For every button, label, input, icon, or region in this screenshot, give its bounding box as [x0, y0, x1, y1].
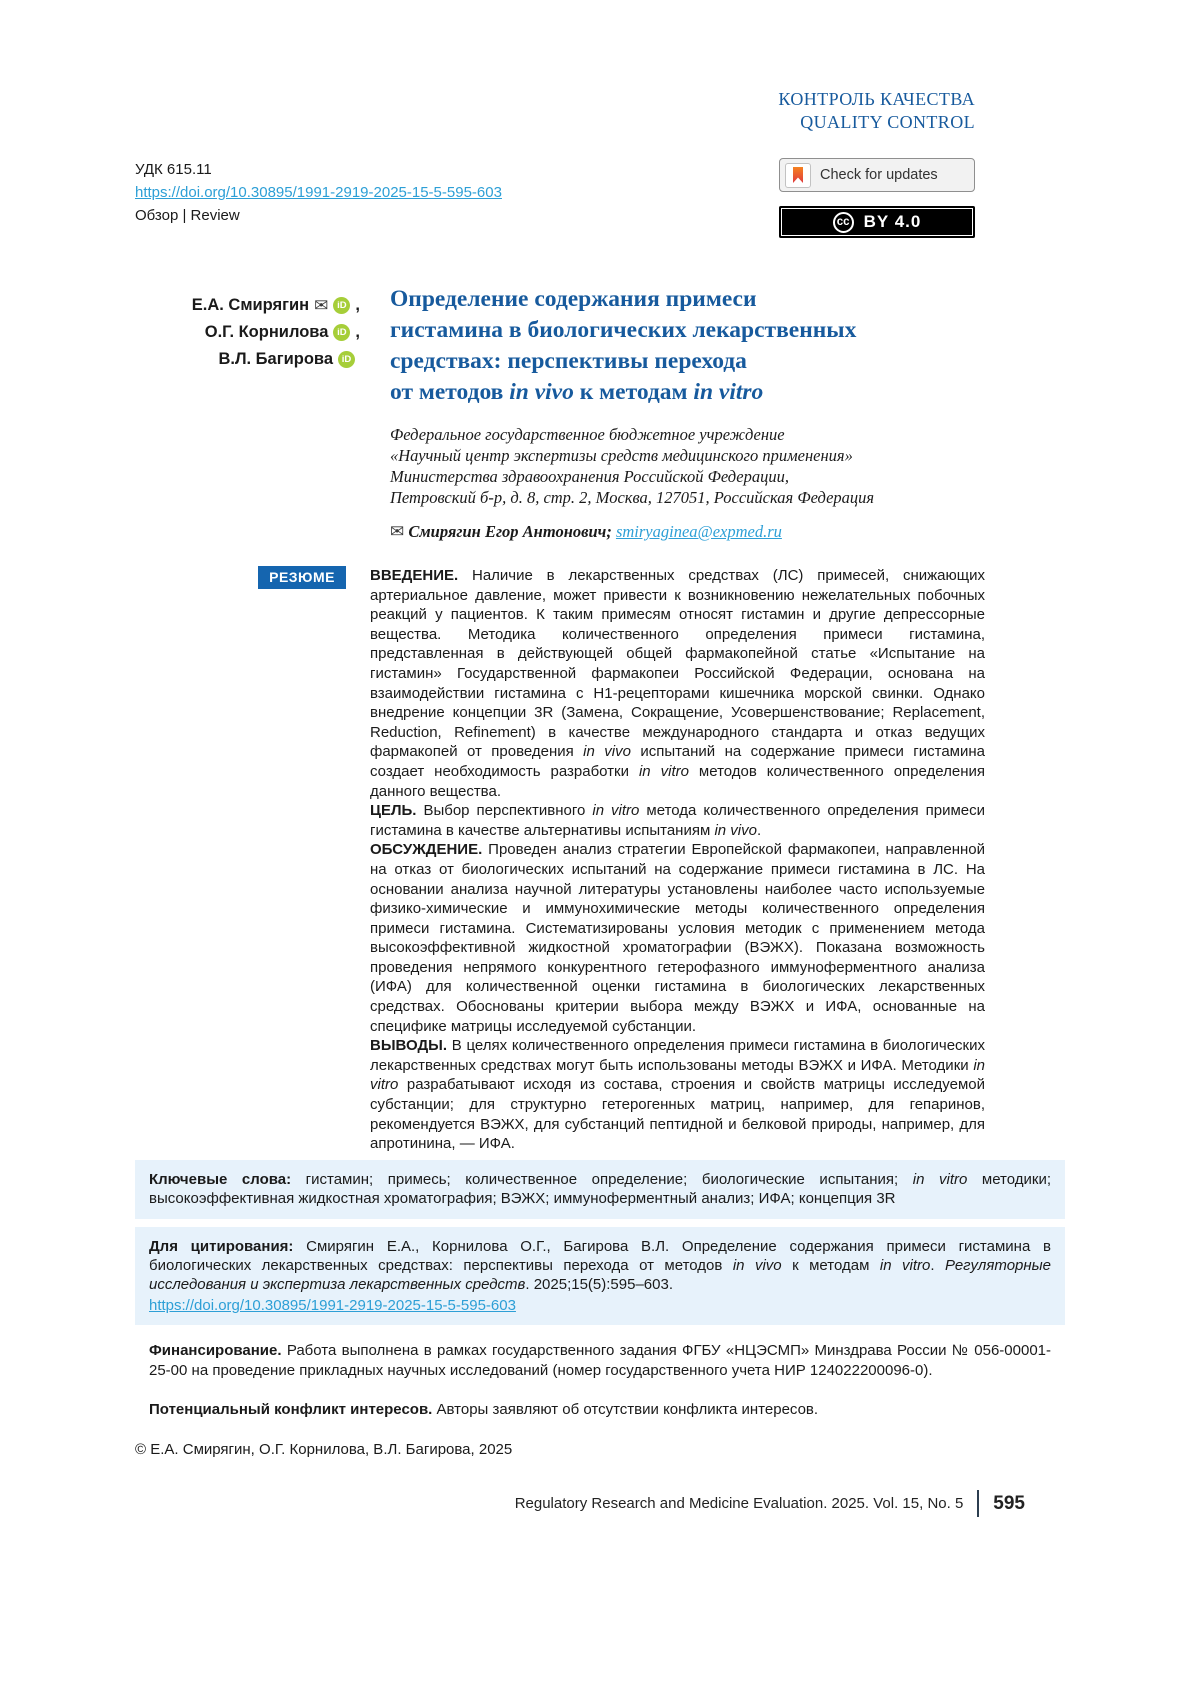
author-line [135, 292, 360, 319]
resume-label: РЕЗЮМЕ [258, 566, 346, 589]
email-icon: ✉ [390, 522, 405, 541]
meta-left [135, 158, 502, 238]
article-title: Определение содержания примеси гистамина в биологических лекарственных средствах: перспективы перехода от методов in vivo к методам in vitro [390, 286, 857, 405]
cc-by-license-badge[interactable] [779, 206, 975, 238]
corresponding-email-link[interactable]: smiryaginea@expmed.ru [615, 522, 782, 541]
orcid-icon[interactable]: iD [333, 297, 350, 314]
footer-divider [977, 1490, 979, 1517]
citation-text: Для цитирования: Смирягин Е.А., Корнилова О.Г., Багирова В.Л. Определение содержания примеси гистамина в биологических лекарственных средствах: перспективы перехода от методов in vivo к методам in vitro. Регуляторные исследования и экспертиза лекарственных средств. 2025;15(5):595–603. [149, 1237, 1052, 1294]
authors-block [135, 284, 360, 542]
cc-by-label: BY 4.0 [863, 212, 922, 231]
cc-icon: cc [833, 212, 854, 233]
bookmark-icon [793, 167, 803, 183]
check-for-updates-label: Check for updates [820, 167, 938, 183]
funding-text: Финансирование. Работа выполнена в рамках государственного задания ФГБУ «НЦЭСМП» Минздрава России № 056-00001-25-00 на проведение прикладных научных исследований (номер государственного учета НИР 124022200096-0). [149, 1342, 1051, 1379]
section-heading [135, 88, 1065, 134]
citation-block [135, 1227, 1065, 1326]
affiliation-line: Министерства здравоохранения Российской Федерации, [390, 467, 789, 486]
abstract-text [370, 566, 985, 1154]
udc-code: УДК 615.11 [135, 161, 212, 178]
author-name: Е.А. Смирягин [191, 296, 310, 314]
page-number: 595 [993, 1492, 1025, 1514]
corresponding-name: Смирягин Егор Антонович; [408, 522, 612, 541]
abstract-aim: ЦЕЛЬ. Выбор перспективного in vitro метода количественного определения примеси гистамина в качестве альтернативы испытаниям in vivo. [370, 802, 986, 839]
keywords-block [135, 1160, 1065, 1219]
crossmark-icon [785, 163, 811, 188]
abstract-conclusions: ВЫВОДЫ. В целях количественного определения примеси гистамина в биологических лекарственных средствах могут быть использованы методы ВЭЖХ и ИФА. Методики in vitro разрабатывают исходя из состава, строения и свойств матрицы исследуемой субстанции; для структурно гетерогенных матриц, например, для гепаринов, рекомендуется ВЭЖХ, для субстанций пептидной и белковой природы, например, для апротинина, — ИФА. [370, 1037, 985, 1153]
affiliation-line: Петровский б-р, д. 8, стр. 2, Москва, 127051, Российская Федерация [390, 488, 875, 507]
meta-badges [773, 158, 1065, 238]
abstract-introduction: ВВЕДЕНИЕ. Наличие в лекарственных средствах (ЛС) примесей, снижающих артериальное давление, может привести к возникновению нежелательных побочных реакций у пациентов. К таким примесям относят гистамин и другие депрессорные вещества. Методика количественного определения примеси гистамина, представленная в действующей общей фармакопейной статье «Испытание на гистамин» Государственной фармакопеи Российской Федерации, основана на взаимодействии гистамина с H1-рецепторами кишечника морской свинки. Однако внедрение концепции 3R (Замена, Сокращение, Усовершенствование; Replacement, Reduction, Refinement) в качестве международного стандарта и отказ ведущих фармакопей от проведения in vivo испытаний на содержание примеси гистамина создает необходимость разработки in vitro методов количественного определения данного вещества. [370, 567, 986, 800]
article-type: Обзор | Review [135, 207, 240, 224]
title-column [360, 284, 1065, 542]
affiliation [390, 424, 990, 508]
affiliation-line: «Научный центр экспертизы средств медицинского применения» [390, 446, 853, 465]
section-heading-en: QUALITY CONTROL [800, 112, 975, 132]
doi-link[interactable]: https://doi.org/10.30895/1991-2919-2025-15-5-595-603 [135, 184, 502, 201]
affiliation-line: Федеральное государственное бюджетное учреждение [390, 425, 785, 444]
conflict-of-interest-block [135, 1392, 1065, 1423]
author-name: О.Г. Корнилова [204, 323, 329, 341]
journal-info: Regulatory Research and Medicine Evaluation. 2025. Vol. 15, No. 5 [514, 1495, 964, 1513]
keywords-text: Ключевые слова: гистамин; примесь; количественное определение; биологические испытания; in vitro методики; высокоэффективная жидкостная хроматография; ВЭЖХ; иммуноферментный анализ; ИФА; концепция 3R [149, 1170, 1051, 1208]
orcid-icon[interactable]: iD [333, 324, 350, 341]
section-heading-ru: КОНТРОЛЬ КАЧЕСТВА [778, 89, 975, 109]
funding-block [135, 1333, 1065, 1384]
corresponding-author [390, 522, 1065, 542]
author-line [135, 346, 360, 373]
email-icon[interactable]: ✉ [314, 296, 329, 315]
page-footer [135, 1490, 1065, 1517]
abstract-section [135, 566, 1065, 1154]
author-separator: , [355, 296, 360, 314]
orcid-icon[interactable]: iD [338, 351, 355, 368]
copyright-line: © Е.А. Смирягин, О.Г. Корнилова, В.Л. Багирова, 2025 [135, 1441, 513, 1459]
byline-section [135, 284, 1065, 542]
author-name: В.Л. Багирова [218, 350, 333, 368]
abstract-discussion: ОБСУЖДЕНИЕ. Проведен анализ стратегии Европейской фармакопеи, направленной на отказ от биологических испытаний на содержание примеси гистамина в ЛС. На основании анализа научной литературы установлены наиболее часто используемые физико-химические и иммунохимические методы количественного определения примеси гистамина. Систематизированы условия методик с применением метода высокоэффективной жидкостной хроматографии (ВЭЖХ). Показана возможность проведения непрямого конкурентного гетерофазного иммуноферментного анализа (ИФА) для количественной оценки гистамина в биологических лекарственных средствах. Обоснованы критерии выбора между ВЭЖХ и ИФА, основанные на специфике матрицы исследуемой субстанции. [370, 841, 985, 1035]
abstract-label-column [135, 566, 360, 1154]
author-separator: , [355, 323, 360, 341]
conflict-text: Потенциальный конфликт интересов. Авторы заявляют об отсутствии конфликта интересов. [149, 1401, 819, 1419]
meta-row [135, 158, 1065, 238]
check-for-updates-badge[interactable] [779, 158, 975, 192]
citation-doi-link[interactable]: https://doi.org/10.30895/1991-2919-2025-15-5-595-603 [149, 1296, 516, 1314]
author-line [135, 319, 360, 346]
